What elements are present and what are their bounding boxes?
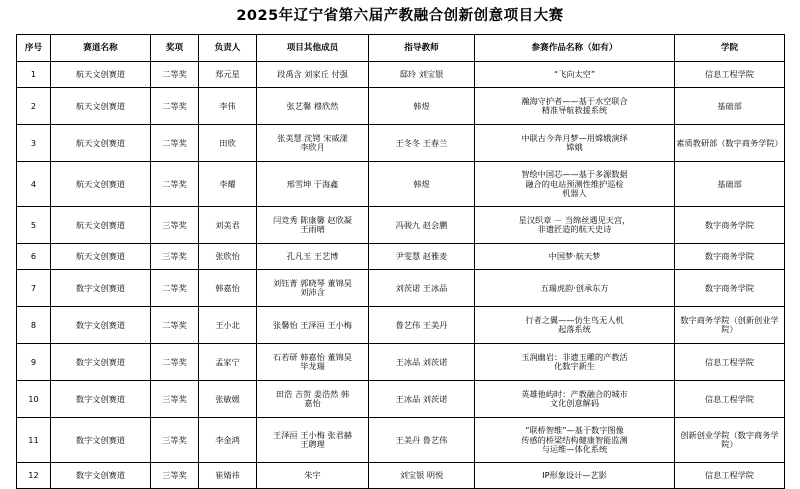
cell-track: [51, 244, 151, 270]
cell-college: [675, 62, 785, 88]
table-row: [17, 344, 785, 381]
cell-teachers: [369, 270, 475, 307]
cell-teachers-line: 鲁艺伟 王美丹: [395, 319, 448, 330]
cell-college-line: 数字商务学院: [704, 251, 755, 262]
cell-leader: [199, 381, 257, 418]
cell-members-line: 田浩 吉贺 姜浩然 韩: [275, 388, 350, 399]
cell-award-line: 二等奖: [162, 69, 187, 80]
cell-leader-line: 田欣: [219, 137, 236, 148]
cell-leader-line: 崔婧祎: [215, 470, 240, 481]
cell-work: [475, 162, 675, 207]
cell-college: [675, 344, 785, 381]
cell-no: [17, 463, 51, 489]
cell-track: [51, 344, 151, 381]
cell-members-line: 王泽洹 王小梅 张君赫: [273, 429, 352, 440]
cell-college-line: 信息工程学院: [704, 470, 755, 481]
cell-work: [475, 344, 675, 381]
cell-award: [151, 307, 199, 344]
cell-award: [151, 62, 199, 88]
cell-college: [675, 270, 785, 307]
cell-teachers-line: 尹雯慧 赵雅麦: [395, 251, 448, 262]
cell-teachers: [369, 62, 475, 88]
cell-leader: [199, 62, 257, 88]
table-row: [17, 162, 785, 207]
cell-leader: [199, 207, 257, 244]
cell-college-line: 创新创业学院（数字商务学院）: [680, 429, 779, 450]
cell-members: [257, 125, 369, 162]
cell-track-line: 航天文创赛道: [75, 137, 126, 148]
cell-work-line: IP形象设计—艺影: [542, 470, 607, 481]
cell-work-line: 文化创意解码: [549, 398, 600, 409]
cell-teachers-line: 王冰品 刘茨诺: [395, 356, 448, 367]
cell-members-line: 张馨怡 王泽洹 王小梅: [273, 319, 352, 330]
cell-teachers: [369, 463, 475, 489]
column-header-college: 学院: [675, 35, 785, 62]
cell-leader-line: 刘美君: [215, 219, 240, 230]
cell-teachers-line: 王美丹 鲁艺伟: [395, 434, 448, 445]
column-header-members: 项目其他成员: [257, 35, 369, 62]
cell-work-line: 行者之翼——仿生鸟无人机: [525, 314, 624, 325]
cell-members-line: 邢雪坤 于海鑫: [286, 178, 339, 189]
column-header-leader: 负责人: [199, 35, 257, 62]
table-row: [17, 244, 785, 270]
cell-leader: [199, 344, 257, 381]
cell-award: [151, 244, 199, 270]
cell-leader-line: 张欣怡: [215, 251, 240, 262]
competition-results-table: [16, 34, 785, 489]
cell-leader: [199, 307, 257, 344]
page-title: 2025年辽宁省第六届产教融合创新创意项目大赛: [236, 8, 564, 24]
cell-leader: [199, 125, 257, 162]
cell-no-line: 6: [30, 251, 37, 262]
cell-members: [257, 62, 369, 88]
cell-college-line: 素质教研部（数字商务学院）: [676, 137, 783, 148]
cell-track: [51, 463, 151, 489]
cell-track-line: 数字文创赛道: [75, 470, 126, 481]
table-header-row: [17, 35, 785, 62]
cell-no: [17, 88, 51, 125]
cell-teachers: [369, 162, 475, 207]
cell-work-line: 玉润幽岩：非遗玉雕的产教活: [521, 351, 628, 362]
cell-track: [51, 270, 151, 307]
cell-award-line: 二等奖: [162, 137, 187, 148]
cell-members: [257, 270, 369, 307]
cell-track: [51, 381, 151, 418]
cell-no-line: 2: [30, 100, 37, 111]
cell-no: [17, 62, 51, 88]
cell-track: [51, 62, 151, 88]
cell-award-line: 二等奖: [162, 178, 187, 189]
cell-track: [51, 125, 151, 162]
cell-members-line: 张美慧 沈锷 宋威漾: [277, 132, 348, 143]
cell-no-line: 4: [30, 178, 37, 189]
cell-leader-line: 郑元星: [215, 69, 240, 80]
cell-no: [17, 344, 51, 381]
cell-track-line: 航天文创赛道: [75, 219, 126, 230]
cell-work-line: 机器人: [562, 188, 587, 199]
cell-award: [151, 88, 199, 125]
cell-work-line: “联桥智维”—基于数字图像: [525, 424, 624, 435]
cell-college: [675, 162, 785, 207]
cell-no-line: 10: [28, 393, 39, 404]
cell-award-line: 三等奖: [162, 434, 187, 445]
cell-award-line: 三等奖: [162, 251, 187, 262]
cell-work-line: 与运维—体化系统: [541, 444, 608, 455]
table-row: [17, 307, 785, 344]
cell-leader: [199, 463, 257, 489]
cell-college-line: 数字商务学院: [704, 282, 755, 293]
cell-teachers-line: 王冰品 刘茨诺: [395, 393, 448, 404]
cell-award-line: 二等奖: [162, 356, 187, 367]
cell-members: [257, 463, 369, 489]
cell-members: [257, 244, 369, 270]
cell-members-line: 孔凡玉 王艺博: [286, 251, 339, 262]
cell-no: [17, 307, 51, 344]
cell-work: [475, 244, 675, 270]
cell-leader-line: 孟家宁: [215, 356, 240, 367]
cell-teachers: [369, 307, 475, 344]
cell-award: [151, 463, 199, 489]
cell-college: [675, 307, 785, 344]
cell-college: [675, 381, 785, 418]
cell-work-line: 精准导航救援系统: [541, 105, 608, 116]
cell-leader-line: 张敏媛: [215, 393, 240, 404]
cell-track-line: 数字文创赛道: [75, 282, 126, 293]
cell-members-line: 王雨晴: [300, 224, 325, 235]
cell-work-line: 融合的电站预测性维护巡检: [525, 178, 624, 189]
column-header-work: 参赛作品名称（如有）: [475, 35, 675, 62]
cell-track: [51, 207, 151, 244]
cell-work: [475, 88, 675, 125]
cell-work-line: “飞向太空”: [553, 69, 596, 80]
cell-members-line: 朱宇: [304, 470, 321, 481]
cell-work: [475, 270, 675, 307]
cell-college-line: 数字商务学院（创新创业学院）: [680, 314, 779, 335]
cell-work-line: 中国梦·航天梦: [548, 251, 601, 262]
cell-no-line: 9: [30, 356, 37, 367]
cell-work-line: 化数字新生: [554, 361, 595, 372]
cell-award-line: 二等奖: [162, 100, 187, 111]
cell-teachers-line: 韩煜: [413, 100, 430, 111]
cell-leader: [199, 88, 257, 125]
cell-teachers-line: 冯骏九 赵会鹏: [395, 219, 448, 230]
cell-no: [17, 381, 51, 418]
cell-award: [151, 270, 199, 307]
cell-award: [151, 207, 199, 244]
cell-no: [17, 207, 51, 244]
cell-track: [51, 88, 151, 125]
cell-work: [475, 381, 675, 418]
cell-members-line: 石若研 韩嘉怡 董锦昊: [273, 351, 352, 362]
cell-members: [257, 88, 369, 125]
cell-no-line: 11: [28, 434, 39, 445]
cell-work-line: 瀚海守护者——基于水空联合: [521, 95, 628, 106]
cell-work-line: 嫦娥: [566, 142, 583, 153]
cell-work: [475, 463, 675, 489]
cell-track-line: 航天文创赛道: [75, 251, 126, 262]
column-header-teachers: 指导教师: [369, 35, 475, 62]
table-row: [17, 88, 785, 125]
cell-track-line: 航天文创赛道: [75, 69, 126, 80]
cell-leader-line: 李耀: [219, 178, 236, 189]
cell-track-line: 航天文创赛道: [75, 100, 126, 111]
cell-members: [257, 381, 369, 418]
cell-no-line: 5: [30, 219, 37, 230]
cell-college-line: 信息工程学院: [704, 356, 755, 367]
cell-no: [17, 125, 51, 162]
cell-college-line: 信息工程学院: [704, 393, 755, 404]
cell-work-line: 非遗匠造的航天史诗: [537, 224, 612, 235]
cell-members-line: 嘉怡: [304, 398, 321, 409]
cell-work-line: 起落系统: [558, 324, 591, 335]
cell-track-line: 数字文创赛道: [75, 356, 126, 367]
cell-work-line: 五瑞虎韵·创承东方: [540, 282, 609, 293]
cell-college-line: 信息工程学院: [704, 69, 755, 80]
cell-no-line: 1: [30, 69, 37, 80]
cell-teachers: [369, 207, 475, 244]
cell-work: [475, 207, 675, 244]
cell-members-line: 段禹含 刘家丘 付强: [277, 69, 348, 80]
cell-work: [475, 125, 675, 162]
cell-leader-line: 王小北: [215, 319, 240, 330]
cell-members-line: 张艺馨 穆欣然: [286, 100, 339, 111]
cell-no: [17, 270, 51, 307]
cell-work: [475, 62, 675, 88]
table-row: [17, 381, 785, 418]
cell-award-line: 三等奖: [162, 393, 187, 404]
cell-award: [151, 162, 199, 207]
cell-college: [675, 463, 785, 489]
table-row: [17, 207, 785, 244]
cell-award-line: 三等奖: [162, 470, 187, 481]
cell-track: [51, 307, 151, 344]
cell-track: [51, 162, 151, 207]
cell-college: [675, 88, 785, 125]
cell-leader: [199, 162, 257, 207]
cell-members-line: 王聘理: [300, 439, 325, 450]
cell-award-line: 二等奖: [162, 319, 187, 330]
cell-no-line: 3: [30, 137, 37, 148]
cell-track-line: 数字文创赛道: [75, 393, 126, 404]
cell-college-line: 基础部: [717, 178, 742, 189]
cell-teachers: [369, 244, 475, 270]
cell-teachers: [369, 344, 475, 381]
cell-leader-line: 李伟: [219, 100, 236, 111]
cell-leader-line: 李金鸿: [215, 434, 240, 445]
column-header-track: 赛道名称: [51, 35, 151, 62]
cell-members: [257, 307, 369, 344]
cell-college: [675, 244, 785, 270]
cell-teachers-line: 刘茨诺 王冰品: [395, 282, 448, 293]
cell-college: [675, 207, 785, 244]
cell-leader: [199, 244, 257, 270]
table-row: [17, 62, 785, 88]
cell-work-line: 中联古今奔月梦—用嫦娥演绎: [521, 132, 628, 143]
table-row: [17, 125, 785, 162]
table-header: [17, 35, 785, 62]
cell-no: [17, 244, 51, 270]
cell-teachers-line: 刘宝银 明悦: [399, 470, 444, 481]
cell-college-line: 数字商务学院: [704, 219, 755, 230]
cell-teachers-line: 王冬冬 王春兰: [395, 137, 448, 148]
cell-leader-line: 韩嘉怡: [215, 282, 240, 293]
cell-teachers-line: 邸玲 刘宝银: [399, 69, 444, 80]
cell-track-line: 数字文创赛道: [75, 319, 126, 330]
column-header-award: 奖项: [151, 35, 199, 62]
cell-members: [257, 344, 369, 381]
cell-members-line: 闫竞秀 陈康馨 赵欣凝: [273, 214, 352, 225]
cell-award-line: 二等奖: [162, 282, 187, 293]
cell-teachers-line: 韩煜: [413, 178, 430, 189]
cell-work: [475, 307, 675, 344]
cell-leader: [199, 270, 257, 307]
table-row: [17, 270, 785, 307]
cell-teachers: [369, 381, 475, 418]
cell-no: [17, 162, 51, 207]
cell-work-line: 星汉织章 － 当绵丝遇见天宫，: [518, 214, 631, 225]
table-row: [17, 463, 785, 489]
cell-work-line: 智绘中国芯——基于多源数据: [521, 168, 628, 179]
cell-no-line: 8: [30, 319, 37, 330]
cell-no-line: 7: [30, 282, 37, 293]
cell-award: [151, 381, 199, 418]
cell-work-line: 传感的桥梁结构健康智能监测: [521, 434, 628, 445]
cell-members: [257, 162, 369, 207]
cell-college-line: 基础部: [717, 100, 742, 111]
cell-work-line: 英雄他屿时：产教融合的城市: [521, 388, 628, 399]
cell-members-line: 刘沛含: [300, 287, 325, 298]
cell-track-line: 数字文创赛道: [75, 434, 126, 445]
cell-teachers: [369, 125, 475, 162]
cell-award: [151, 125, 199, 162]
cell-award: [151, 344, 199, 381]
column-header-no: 序号: [17, 35, 51, 62]
cell-members: [257, 207, 369, 244]
cell-teachers: [369, 88, 475, 125]
cell-no-line: 12: [28, 470, 39, 481]
cell-members-line: 毕龙瑞: [300, 361, 325, 372]
cell-members-line: 刘钰菁 郭晓琴 董锦昊: [273, 277, 352, 288]
cell-award-line: 三等奖: [162, 219, 187, 230]
cell-members-line: 李欣月: [300, 142, 325, 153]
cell-track-line: 航天文创赛道: [75, 178, 126, 189]
cell-college: [675, 125, 785, 162]
